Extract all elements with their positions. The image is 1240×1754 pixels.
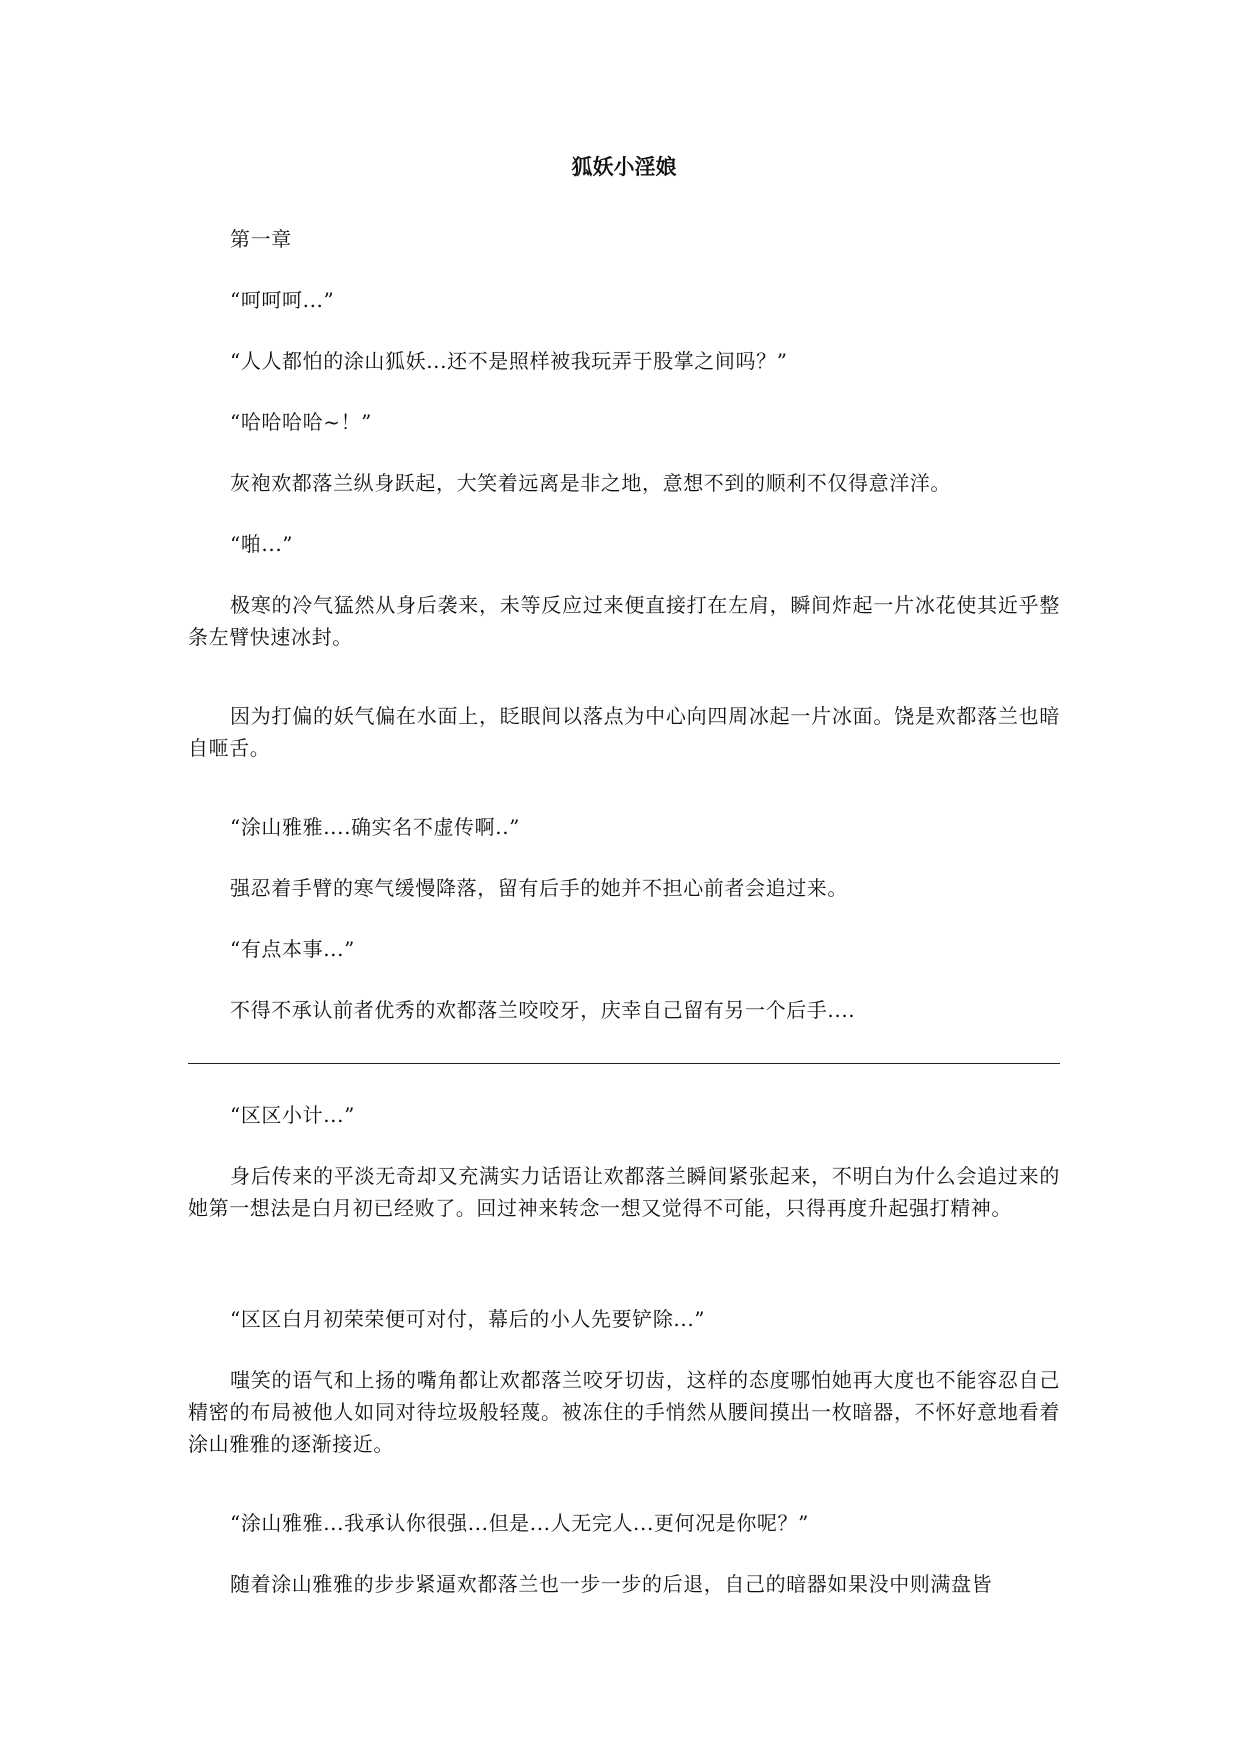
paragraph: “啪...” <box>230 532 294 556</box>
paragraph: 极寒的冷气猛然从身后袭来，未等反应过来便直接打在左肩，瞬间炸起一片冰花使其近乎整条左臂快速冰封。 <box>188 593 1060 649</box>
paragraph: 嗤笑的语气和上扬的嘴角都让欢都落兰咬牙切齿，这样的态度哪怕她再大度也不能容忍自己精密的布局被他人如同对待垃圾般轻蔑。被冻住的手悄然从腰间摸出一枚暗器，不怀好意地看着涂山雅雅的逐渐接近。 <box>188 1368 1060 1456</box>
paragraph: “涂山雅雅....确实名不虚传啊..” <box>230 815 520 839</box>
paragraph: “涂山雅雅...我承认你很强...但是...人无完人...更何况是你呢？” <box>230 1511 809 1535</box>
paragraph: 不得不承认前者优秀的欢都落兰咬咬牙，庆幸自己留有另一个后手.... <box>230 998 856 1022</box>
paragraph: “哈哈哈哈~！” <box>230 410 373 434</box>
paragraph: 灰袍欢都落兰纵身跃起，大笑着远离是非之地，意想不到的顺利不仅得意洋洋。 <box>230 471 951 495</box>
chapter-heading: 第一章 <box>230 227 292 251</box>
paragraph: 身后传来的平淡无奇却又充满实力话语让欢都落兰瞬间紧张起来，不明白为什么会追过来的她第一想法是白月初已经败了。回过神来转念一想又觉得不可能，只得再度升起强打精神。 <box>188 1164 1060 1220</box>
section-divider <box>188 1063 1060 1064</box>
document-title: 狐妖小淫娘 <box>571 154 677 179</box>
paragraph: 强忍着手臂的寒气缓慢降落，留有后手的她并不担心前者会追过来。 <box>230 876 848 900</box>
paragraph: “呵呵呵...” <box>230 288 335 312</box>
paragraph: “有点本事...” <box>230 937 355 961</box>
paragraph: 随着涂山雅雅的步步紧逼欢都落兰也一步一步的后退，自己的暗器如果没中则满盘皆 <box>230 1572 993 1596</box>
paragraph: “区区白月初荣荣便可对付，幕后的小人先要铲除...” <box>230 1307 706 1331</box>
paragraph: “区区小计...” <box>230 1103 355 1127</box>
paragraph: 因为打偏的妖气偏在水面上，眨眼间以落点为中心向四周冰起一片冰面。饶是欢都落兰也暗自咂舌。 <box>188 704 1060 760</box>
paragraph: “人人都怕的涂山狐妖...还不是照样被我玩弄于股掌之间吗？” <box>230 349 788 373</box>
